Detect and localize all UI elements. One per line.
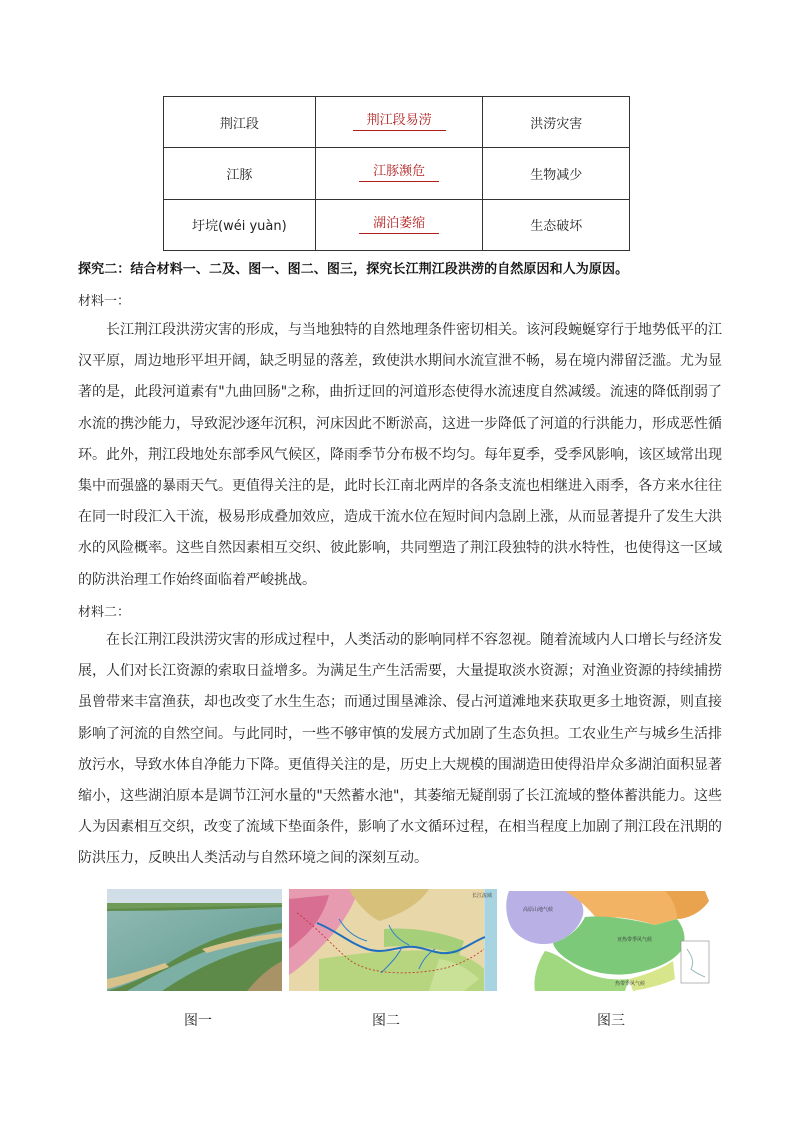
basin-map-image <box>289 889 497 991</box>
material-1-paragraph: 长江荆江段洪涝灾害的形成，与当地独特的自然地理条件密切相关。该河段蜿蜒穿行于地势低平的江汉平原，周边地形平坦开阔，缺乏明显的落差，致使洪水期间水流宣泄不畅，易在境内滞留泛滥。尤为显著的是，此段河道素有"九曲回肠"之称，曲折迂回的河道形态使得水流速度自然减缓。流速的降低削弱了水流的携沙能力，导致泥沙逐年沉积，河床因此不断淤高，这进一步降低了河道的行洪能力，形成恶性循环。此外，荆江段地处东部季风气候区，降雨季节分布极不均匀。每年夏季，受季风影响，该区域常出现集中而强盛的暴雨天气。更值得关注的是，此时长江南北两岸的各条支流也相继进入雨季，各方来水往往在同一时段汇入干流，极易形成叠加效应，造成干流水位在短时间内急剧上涨，从而显著提升了发生大洪水的风险概率。这些自然因素相互交织、彼此影响，共同塑造了荆江段独特的洪水特性，也使得这一区域的防洪治理工作始终面临着严峻挑战。 <box>78 322 722 588</box>
figure-3-caption: 图三 <box>597 1013 625 1029</box>
table-cell-result: 洪涝灾害 <box>483 97 630 148</box>
climate-map-image <box>505 889 715 991</box>
answer-text: 荆江段易涝 <box>353 113 446 131</box>
answer-table <box>163 96 630 251</box>
table-cell-result: 生态破坏 <box>483 199 630 250</box>
table-cell-answer <box>315 148 483 199</box>
figure-2-basin-map <box>289 889 497 991</box>
table-cell-result: 生物减少 <box>483 148 630 199</box>
question-heading: 探究二：结合材料一、二及、图一、图二、图三，探究长江荆江段洪涝的自然原因和人为原因。 <box>78 262 629 277</box>
table-cell-topic: 荆江段 <box>164 97 316 148</box>
material-2-label: 材料二： <box>78 605 131 620</box>
river-photo-image <box>107 889 282 991</box>
answer-text: 湖泊萎缩 <box>359 216 439 234</box>
table-cell-topic: 江豚 <box>164 148 316 199</box>
basin-map-title: 长江流域 <box>472 893 493 899</box>
table-cell-topic: 圩垸(wéi yuàn) <box>164 199 316 250</box>
figure-1-river-photo <box>107 889 282 991</box>
table-row <box>164 148 630 199</box>
table-cell-answer <box>315 199 483 250</box>
climate-label-tropical: 热带季风气候 <box>615 981 646 987</box>
table-cell-answer <box>315 97 483 148</box>
climate-label-plateau: 高原山地气候 <box>523 907 554 913</box>
figure-3-climate-map <box>505 889 715 991</box>
material-1-label: 材料一： <box>78 294 131 309</box>
table-row <box>164 97 630 148</box>
climate-label-subtropical: 亚热带季风气候 <box>617 937 653 943</box>
material-2-paragraph: 在长江荆江段洪涝灾害的形成过程中，人类活动的影响同样不容忽视。随着流域内人口增长与经济发展，人们对长江资源的索取日益增多。为满足生产生活需要，大量提取淡水资源；对渔业资源的持续捕捞虽曾带来丰富渔获，却也改变了水生生态；而通过围垦滩涂、侵占河道滩地来获取更多土地资源，则直接影响了河流的自然空间。与此同时，一些不够审慎的发展方式加剧了生态负担。工农业生产与城乡生活排放污水，导致水体自净能力下降。更值得关注的是，历史上大规模的围湖造田使得沿岸众多湖泊面积显著缩小，这些湖泊原本是调节江河水量的"天然蓄水池"，其萎缩无疑削弱了长江流域的整体蓄洪能力。这些人为因素相互交织，改变了流域下垫面条件，影响了水文循环过程，在相当程度上加剧了荆江段在汛期的防洪压力，反映出人类活动与自然环境之间的深刻互动。 <box>78 632 722 867</box>
table-row <box>164 199 630 250</box>
answer-text: 江豚濒危 <box>359 164 439 182</box>
figure-2-caption: 图二 <box>372 1013 400 1029</box>
figure-1-caption: 图一 <box>184 1013 212 1029</box>
